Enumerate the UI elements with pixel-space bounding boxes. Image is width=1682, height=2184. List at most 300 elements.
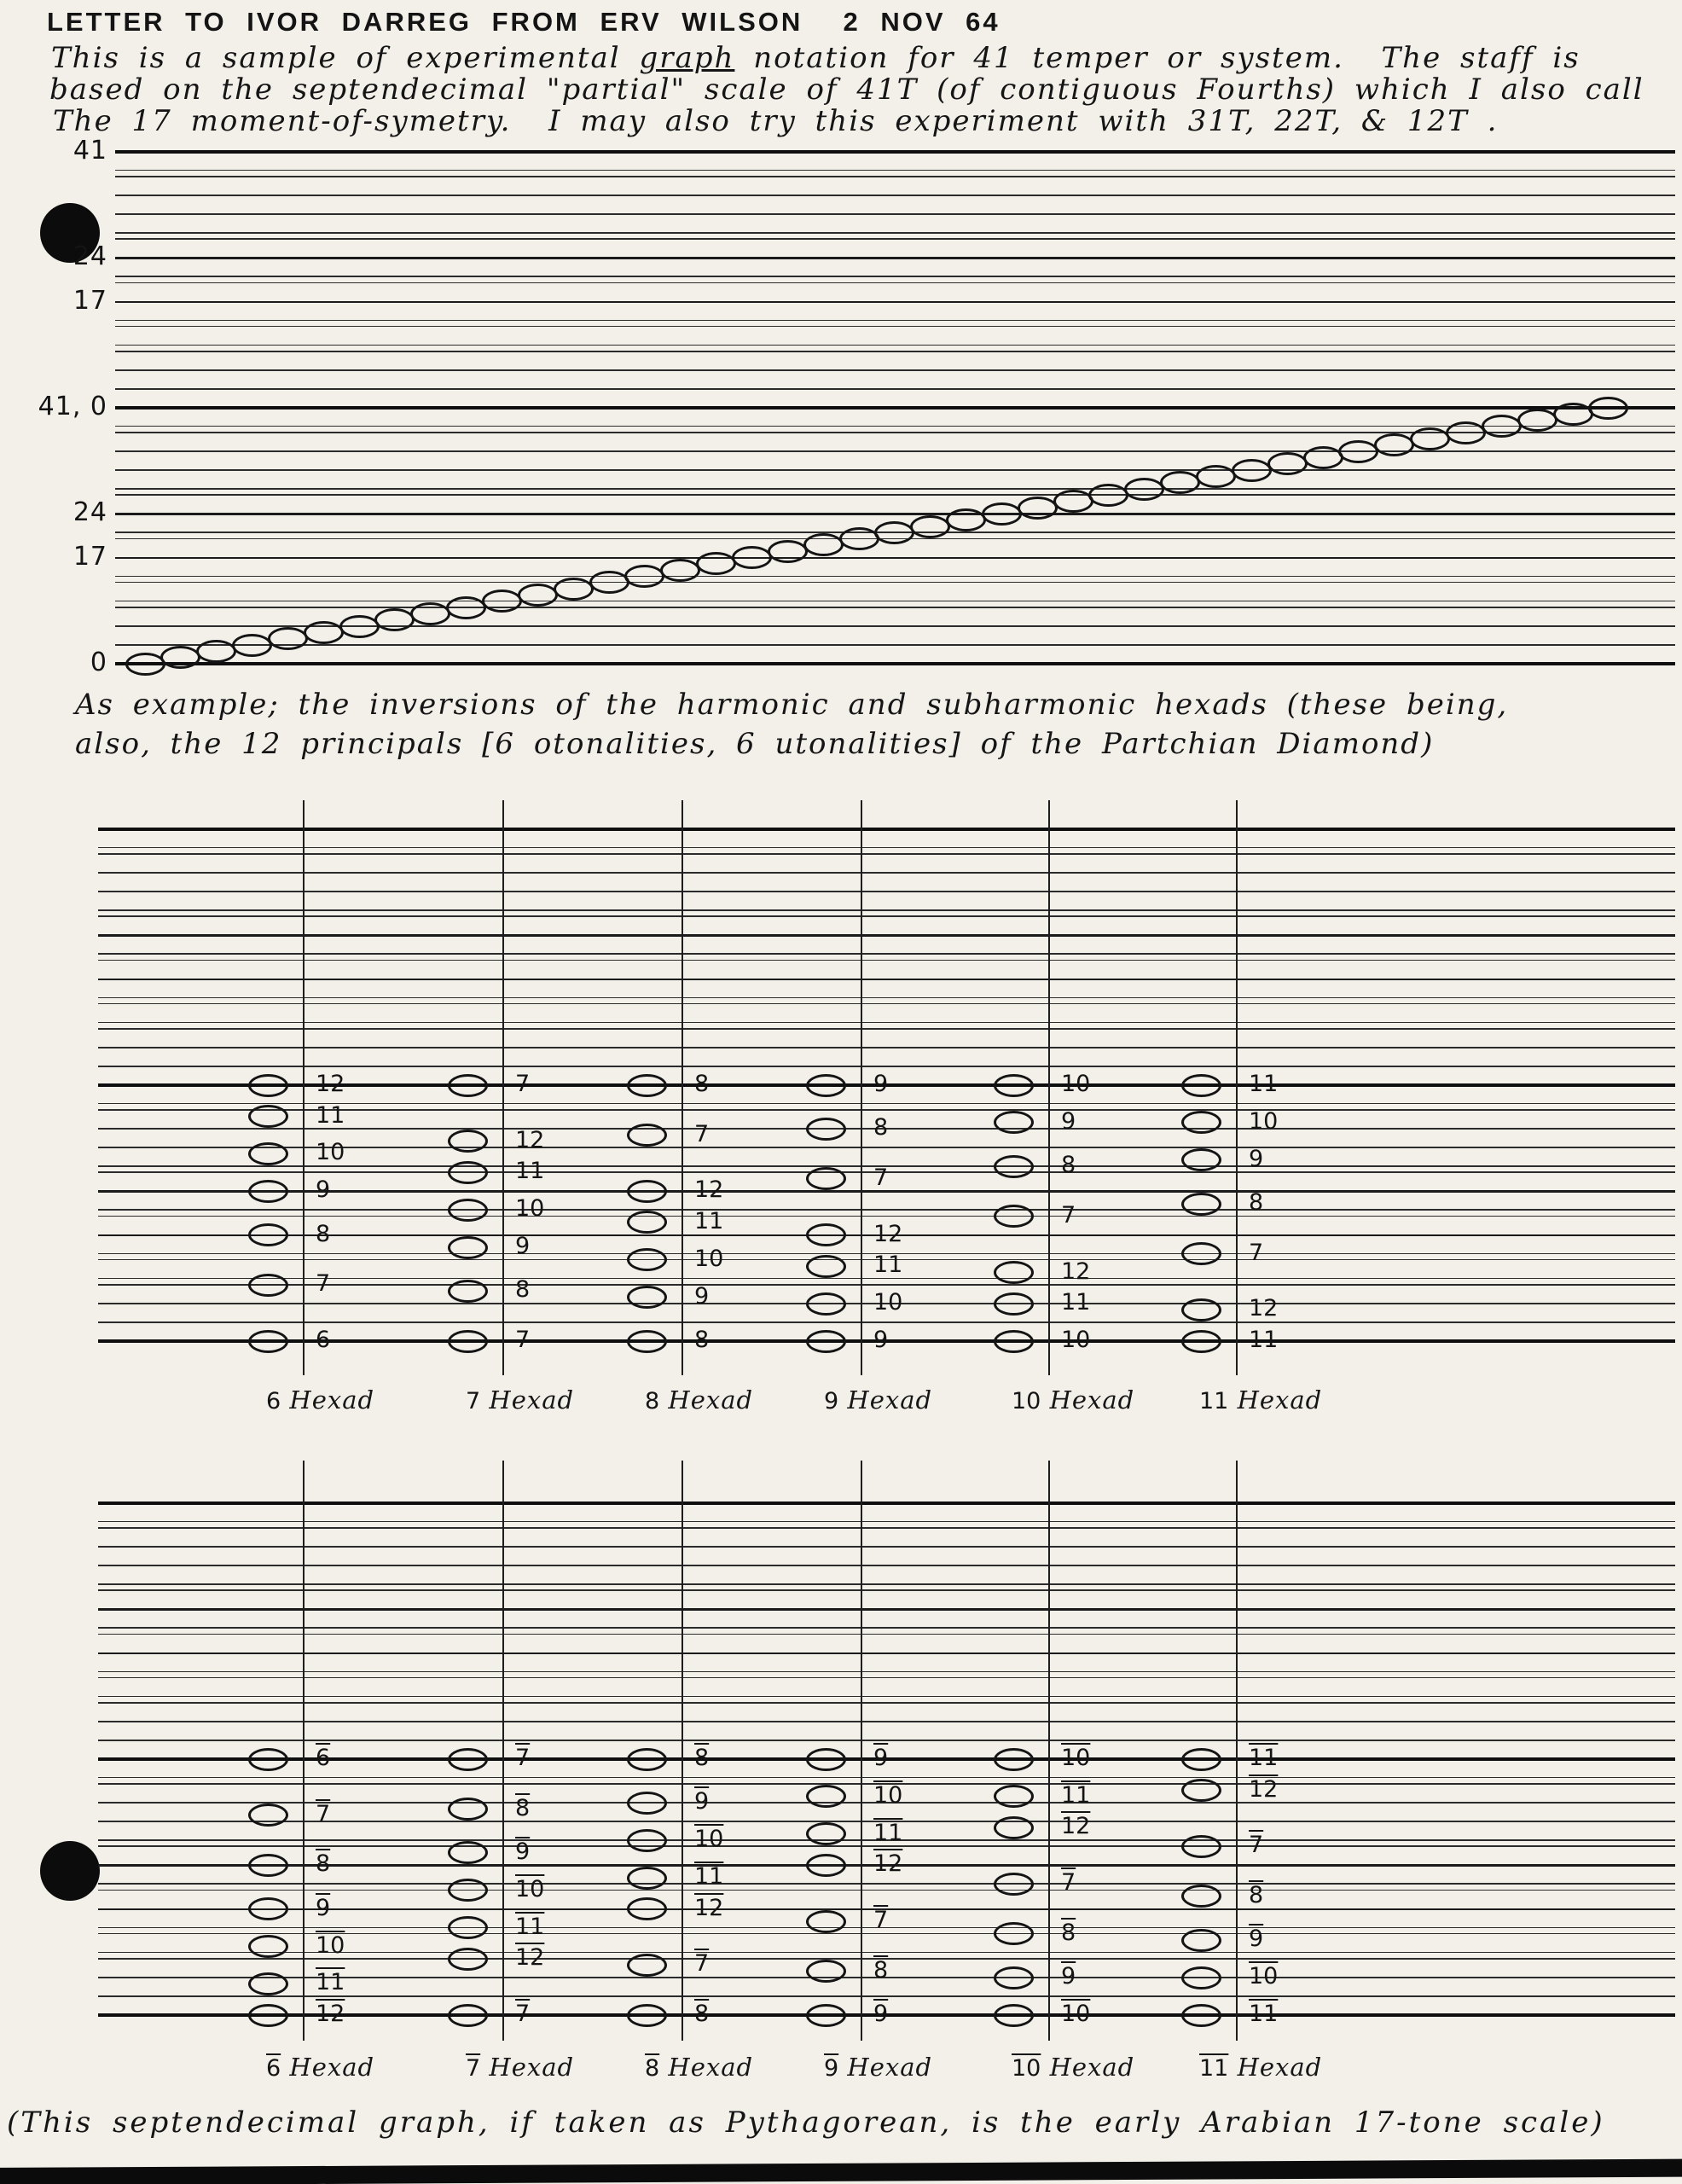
note-oval xyxy=(304,621,344,644)
staff-line xyxy=(98,953,1675,955)
page-title: LETTER TO IVOR DARREG FROM ERV WILSON 2 NOV 64 xyxy=(47,7,1000,37)
note-oval xyxy=(248,1854,288,1877)
note-oval xyxy=(589,571,629,594)
staff-line xyxy=(115,601,1675,602)
note-number: 8 xyxy=(316,1220,331,1247)
note-oval xyxy=(448,1948,488,1971)
note-number: 7 xyxy=(873,1164,889,1191)
staff-line xyxy=(98,1653,1675,1654)
note-oval xyxy=(627,2004,667,2027)
note-oval xyxy=(803,533,844,556)
note-number: 9 xyxy=(316,1176,331,1204)
note-oval xyxy=(627,1792,667,1815)
note-oval xyxy=(248,1142,288,1165)
note-oval xyxy=(448,1841,488,1864)
note-oval xyxy=(1160,471,1200,494)
note-oval xyxy=(448,1798,488,1821)
intro-line-1-underlined-word: graph xyxy=(639,41,735,75)
staff-line xyxy=(98,1502,1675,1504)
note-oval xyxy=(696,552,736,575)
note-oval xyxy=(1517,409,1557,432)
note-oval xyxy=(624,565,664,588)
note-oval xyxy=(1232,459,1272,482)
hexad-column-line xyxy=(1236,800,1238,1375)
staff-line xyxy=(98,891,1675,892)
hexad-column-line xyxy=(502,800,505,1375)
note-oval xyxy=(806,1330,846,1353)
note-oval xyxy=(994,1111,1034,1134)
note-oval xyxy=(1181,1835,1221,1858)
note-oval xyxy=(1374,433,1414,456)
staff-line xyxy=(115,369,1675,371)
note-oval xyxy=(410,602,450,625)
note-number: 9 xyxy=(1249,1145,1264,1172)
staff-line xyxy=(115,426,1675,427)
note-number: 10 xyxy=(1249,1963,1279,1990)
hexad-column-line xyxy=(303,800,305,1375)
hexad-label-number: 6 xyxy=(266,1388,281,1414)
staff-line xyxy=(115,582,1675,584)
note-oval xyxy=(806,1854,846,1877)
staff-line xyxy=(115,320,1675,322)
note-oval xyxy=(627,1211,667,1234)
note-number: 12 xyxy=(694,1176,724,1204)
staff-line xyxy=(115,176,1675,177)
note-number: 11 xyxy=(1249,2001,1279,2027)
staff-line xyxy=(115,326,1675,328)
note-number: 10 xyxy=(1061,1327,1091,1353)
note-oval xyxy=(994,1785,1034,1808)
hexad-label-number: 9 xyxy=(824,2055,839,2082)
hexad-column-line xyxy=(861,1461,863,2041)
note-oval xyxy=(248,2004,288,2027)
staff-line xyxy=(98,915,1675,917)
staff-line xyxy=(98,997,1675,999)
note-number: 11 xyxy=(1061,1781,1091,1809)
note-oval xyxy=(448,1748,488,1771)
hexad-column-line xyxy=(682,1461,684,2041)
note-number: 7 xyxy=(316,1800,331,1827)
note-oval xyxy=(806,1223,846,1246)
note-oval xyxy=(1181,1111,1221,1134)
staff-line xyxy=(98,1702,1675,1704)
hexad-column-line xyxy=(1048,1461,1051,2041)
hexad-label-word: Hexad xyxy=(659,1385,754,1414)
staff-line xyxy=(115,195,1675,196)
note-number: 11 xyxy=(873,1819,903,1846)
hexad-label-number: 10 xyxy=(1012,2055,1041,2082)
staff-line xyxy=(98,1003,1675,1005)
hexad-label-word: Hexad xyxy=(838,1385,933,1414)
note-number: 7 xyxy=(1249,1239,1264,1266)
hexad-label-word: Hexad xyxy=(480,2053,575,2082)
note-number: 8 xyxy=(873,1114,889,1141)
pitch-label: 41 xyxy=(72,136,107,166)
staff-line xyxy=(115,488,1675,490)
staff-line xyxy=(115,170,1675,171)
pitch-label: 17 xyxy=(72,285,107,316)
intro-line-1-pre: This is a sample of experimental xyxy=(51,41,640,75)
note-number: 7 xyxy=(515,2001,531,2027)
note-oval xyxy=(448,1161,488,1184)
hexad-column-line xyxy=(303,1461,305,2041)
hexad-column-line xyxy=(1048,800,1051,1375)
note-number: 12 xyxy=(1249,1775,1279,1803)
note-oval xyxy=(994,1966,1034,1989)
hexad-column-line xyxy=(502,1461,505,2041)
note-oval xyxy=(448,1879,488,1902)
note-number: 10 xyxy=(1061,1745,1091,1771)
note-number: 9 xyxy=(316,1894,331,1921)
note-oval xyxy=(1267,452,1308,475)
staff-line xyxy=(115,494,1675,496)
hexad-label xyxy=(1012,1385,1134,1414)
note-oval xyxy=(806,1118,846,1141)
note-number: 8 xyxy=(515,1276,531,1304)
staff-line xyxy=(98,1883,1675,1885)
hexad-label-number: 10 xyxy=(1012,1388,1041,1414)
hexad-column-line xyxy=(1236,1461,1238,2041)
example-line-1: As example; the inversions of the harmonic and subharmonic hexads (these being, xyxy=(75,688,1509,722)
hexad-label xyxy=(1012,2053,1134,2082)
hexad-label xyxy=(266,2053,374,2082)
note-oval xyxy=(248,1935,288,1958)
note-oval xyxy=(196,640,236,663)
hexad-label-word: Hexad xyxy=(281,2053,375,2082)
hexad-label-number: 7 xyxy=(466,2055,481,2082)
note-oval xyxy=(1303,446,1343,469)
hexad-label-word: Hexad xyxy=(659,2053,754,2082)
hexad-column-line xyxy=(682,800,684,1375)
staff-line xyxy=(98,1321,1675,1323)
note-oval xyxy=(248,1223,288,1246)
note-number: 10 xyxy=(515,1195,545,1223)
staff-line xyxy=(98,847,1675,849)
note-number: 9 xyxy=(873,1745,889,1771)
hexad-label xyxy=(1199,1385,1322,1414)
staff-line xyxy=(115,213,1675,215)
note-number: 8 xyxy=(1249,1881,1264,1908)
note-oval xyxy=(806,1748,846,1771)
note-number: 10 xyxy=(873,1781,903,1809)
hexad-label-number: 8 xyxy=(645,2055,660,2082)
note-oval xyxy=(248,1748,288,1771)
note-oval xyxy=(248,1105,288,1128)
staff-line xyxy=(115,345,1675,346)
hexad-label-number: 6 xyxy=(266,2055,281,2082)
staff-line xyxy=(98,1677,1675,1679)
hexad-label-number: 11 xyxy=(1199,2055,1229,2082)
note-oval xyxy=(994,1816,1034,1839)
note-oval xyxy=(1088,484,1128,507)
note-number: 12 xyxy=(1061,1813,1091,1840)
staff-line xyxy=(98,1634,1675,1635)
note-oval xyxy=(994,1922,1034,1945)
staff-line xyxy=(98,1527,1675,1529)
note-number: 9 xyxy=(515,1233,531,1260)
hexad-label-number: 8 xyxy=(645,1388,660,1414)
staff-line xyxy=(115,576,1675,578)
note-oval xyxy=(806,1255,846,1278)
intro-line-1-post: notation for 41 temper or system. The staff is xyxy=(734,41,1580,75)
note-oval xyxy=(1181,2004,1221,2027)
note-number: 11 xyxy=(1249,1071,1279,1097)
note-number: 7 xyxy=(515,1071,531,1097)
note-oval xyxy=(446,596,486,619)
note-oval xyxy=(1181,1148,1221,1171)
hexad-label xyxy=(1199,2053,1322,2082)
note-number: 11 xyxy=(316,1969,345,1996)
note-oval xyxy=(1181,1779,1221,1802)
note-oval xyxy=(448,1074,488,1097)
hexad-label-word: Hexad xyxy=(1041,1385,1135,1414)
hexad-column-line xyxy=(861,800,863,1375)
staff-line xyxy=(98,1608,1675,1610)
note-number: 9 xyxy=(873,2001,889,2027)
note-number: 12 xyxy=(1061,1258,1091,1285)
note-oval xyxy=(1018,497,1058,520)
pitch-label: 24 xyxy=(72,497,107,528)
note-oval xyxy=(732,546,772,569)
note-oval xyxy=(627,1180,667,1203)
note-oval xyxy=(627,1248,667,1271)
pitch-label: 41, 0 xyxy=(38,392,107,421)
staff-line xyxy=(115,450,1675,452)
staff-line xyxy=(115,282,1675,284)
note-oval xyxy=(448,1916,488,1939)
note-oval xyxy=(448,2004,488,2027)
note-oval xyxy=(1181,1193,1221,1216)
footnote: (This septendecimal graph, if taken as Pythagorean, is the early Arabian 17-tone scale) xyxy=(7,2106,1605,2140)
staff-line xyxy=(115,351,1675,352)
hexad-label-number: 7 xyxy=(466,1388,481,1414)
staff-line xyxy=(98,1066,1675,1067)
note-number: 11 xyxy=(694,1863,724,1891)
note-number: 7 xyxy=(1061,1869,1076,1896)
staff-line xyxy=(98,1022,1675,1024)
note-oval xyxy=(627,1748,667,1771)
hexad-label xyxy=(466,2053,574,2082)
staff-line xyxy=(98,1047,1675,1048)
note-number: 6 xyxy=(316,1327,331,1353)
staff-line xyxy=(115,257,1675,258)
note-number: 8 xyxy=(1061,1919,1076,1946)
note-oval xyxy=(1181,1929,1221,1952)
hexad-label xyxy=(466,1385,574,1414)
note-number: 9 xyxy=(515,1838,531,1865)
note-oval xyxy=(248,1897,288,1920)
note-oval xyxy=(874,521,914,544)
note-oval xyxy=(1181,1298,1221,1321)
staff-line xyxy=(98,934,1675,936)
staff-line xyxy=(98,872,1675,874)
note-oval xyxy=(994,1873,1034,1896)
note-number: 7 xyxy=(1061,1201,1076,1228)
staff-line xyxy=(98,1216,1675,1217)
note-number: 10 xyxy=(1249,1107,1279,1135)
note-number: 8 xyxy=(873,1956,889,1984)
note-oval xyxy=(1410,427,1450,450)
note-oval xyxy=(1181,1074,1221,1097)
staff-line xyxy=(115,557,1675,559)
note-oval xyxy=(627,1954,667,1977)
note-number: 12 xyxy=(316,1071,345,1097)
note-number: 12 xyxy=(873,1220,903,1247)
note-number: 9 xyxy=(873,1327,889,1353)
note-number: 9 xyxy=(1249,1926,1264,1953)
note-number: 8 xyxy=(694,2001,710,2027)
hexad-label-word: Hexad xyxy=(480,1385,575,1414)
note-oval xyxy=(806,2004,846,2027)
note-oval xyxy=(627,1286,667,1309)
staff-line xyxy=(115,607,1675,608)
note-oval xyxy=(660,559,700,582)
note-oval xyxy=(627,1897,667,1920)
note-oval xyxy=(806,1785,846,1808)
note-number: 9 xyxy=(873,1071,889,1097)
note-oval xyxy=(910,515,950,538)
note-number: 7 xyxy=(694,1950,710,1978)
note-oval xyxy=(806,1074,846,1097)
staff-line xyxy=(98,1284,1675,1286)
note-number: 12 xyxy=(873,1850,903,1878)
note-oval xyxy=(627,1330,667,1353)
note-number: 8 xyxy=(1061,1152,1076,1179)
note-oval xyxy=(1181,1748,1221,1771)
note-oval xyxy=(806,1960,846,1983)
pitch-label: 0 xyxy=(90,648,107,677)
hexad-label-number: 11 xyxy=(1199,1388,1229,1414)
note-oval xyxy=(994,1205,1034,1228)
note-oval xyxy=(1446,421,1486,444)
note-number: 10 xyxy=(694,1245,724,1272)
staff-line xyxy=(98,1671,1675,1673)
note-oval xyxy=(248,1180,288,1203)
note-number: 7 xyxy=(873,1907,889,1934)
note-number: 12 xyxy=(515,1126,545,1153)
staff-line xyxy=(98,1583,1675,1585)
note-oval xyxy=(1053,490,1093,513)
note-oval xyxy=(946,508,986,531)
staff-line xyxy=(115,238,1675,240)
staff-line xyxy=(115,388,1675,390)
note-oval xyxy=(125,653,165,676)
staff-line xyxy=(115,232,1675,234)
staff-line xyxy=(115,406,1675,409)
note-oval xyxy=(994,1292,1034,1316)
note-oval xyxy=(448,1236,488,1259)
note-oval xyxy=(1124,478,1164,501)
staff-line xyxy=(98,909,1675,911)
intro-line-2: based on the septendecimal "partial" scale of 41T (of contiguous Fourths) which I also call xyxy=(49,73,1644,107)
staff-line xyxy=(98,1777,1675,1779)
hexad-label-word: Hexad xyxy=(1228,2053,1323,2082)
note-oval xyxy=(232,634,272,657)
note-number: 10 xyxy=(1061,1071,1091,1097)
note-number: 12 xyxy=(1249,1295,1279,1322)
hexad-label-word: Hexad xyxy=(1041,2053,1135,2082)
pitch-label: 24 xyxy=(72,241,107,272)
staff-line xyxy=(98,853,1675,855)
staff-line xyxy=(98,1565,1675,1566)
intro-line-3: The 17 moment-of-symetry. I may also try this experiment with 31T, 22T, & 12T . xyxy=(53,104,1499,138)
note-oval xyxy=(627,1867,667,1890)
staff-line xyxy=(98,1028,1675,1030)
note-oval xyxy=(627,1074,667,1097)
hexad-label xyxy=(645,1385,753,1414)
note-number: 11 xyxy=(316,1101,345,1129)
note-oval xyxy=(1181,1330,1221,1353)
note-oval xyxy=(248,1972,288,1995)
note-number: 7 xyxy=(515,1327,531,1353)
staff-line xyxy=(115,276,1675,277)
note-oval xyxy=(268,627,308,650)
hexad-label xyxy=(824,1385,932,1414)
note-number: 11 xyxy=(515,1913,545,1940)
note-oval xyxy=(994,1330,1034,1353)
note-oval xyxy=(839,527,879,550)
staff-line xyxy=(115,150,1675,153)
note-oval xyxy=(248,1074,288,1097)
staff-line xyxy=(98,828,1675,830)
note-number: 9 xyxy=(694,1788,710,1815)
staff-line xyxy=(115,513,1675,514)
staff-line xyxy=(98,1721,1675,1722)
note-oval xyxy=(627,1124,667,1147)
staff-line xyxy=(98,1521,1675,1523)
note-number: 9 xyxy=(1061,1107,1076,1135)
staff-line xyxy=(98,1546,1675,1548)
hexad-label-word: Hexad xyxy=(1228,1385,1323,1414)
note-oval xyxy=(482,590,522,613)
staff-line xyxy=(98,960,1675,961)
example-line-2: also, the 12 principals [6 otonalities, 6 utonalities] of the Partchian Diamond) xyxy=(75,727,1435,761)
hexad-label-word: Hexad xyxy=(838,2053,933,2082)
note-oval xyxy=(1181,1242,1221,1265)
note-number: 11 xyxy=(1061,1289,1091,1316)
staff-line xyxy=(98,1740,1675,1741)
hexad-label-word: Hexad xyxy=(281,1385,375,1414)
note-number: 11 xyxy=(873,1252,903,1279)
note-oval xyxy=(627,1829,667,1852)
note-oval xyxy=(248,1274,288,1297)
note-oval xyxy=(1588,397,1628,420)
note-oval xyxy=(339,615,380,638)
note-oval xyxy=(248,1804,288,1827)
note-oval xyxy=(994,1261,1034,1284)
note-number: 11 xyxy=(515,1158,545,1185)
note-oval xyxy=(554,578,594,601)
note-number: 10 xyxy=(873,1289,903,1316)
note-number: 7 xyxy=(316,1270,331,1298)
note-oval xyxy=(994,1155,1034,1178)
note-number: 10 xyxy=(515,1875,545,1902)
note-oval xyxy=(1553,403,1593,426)
note-number: 10 xyxy=(316,1931,345,1959)
note-number: 10 xyxy=(1061,2001,1091,2027)
note-number: 8 xyxy=(694,1745,710,1771)
note-oval xyxy=(806,1822,846,1845)
note-number: 8 xyxy=(515,1794,531,1821)
staff-line xyxy=(98,1890,1675,1891)
staff-line xyxy=(115,644,1675,646)
note-oval xyxy=(160,646,200,669)
note-oval xyxy=(806,1292,846,1316)
note-oval xyxy=(1181,1885,1221,1908)
note-oval xyxy=(994,1074,1034,1097)
note-oval xyxy=(448,1199,488,1222)
note-oval xyxy=(448,1130,488,1153)
